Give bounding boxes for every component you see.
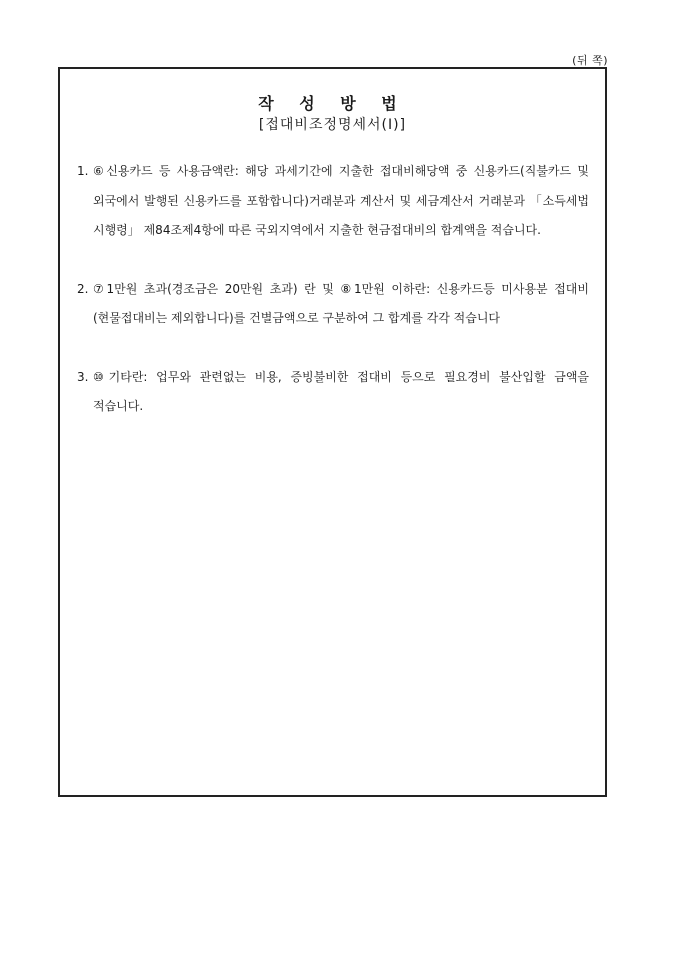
page-title: 작 성 방 법	[258, 94, 407, 113]
instruction-item-1	[77, 157, 589, 246]
instruction-text: ⑥신용카드 등 사용금액란: 해당 과세기간에 지출한 접대비해당액 중 신용카드(직불카드 및 외국에서 발행된 신용카드를 포함합니다)거래분과 계산서 및 세금계산서 거래분과 「소득세법 시행령」 제84조제4항에 따른 국외지역에서 지출한 현금접대비의 합계액을 적습니다.	[93, 164, 589, 237]
instruction-number: 1.	[77, 164, 89, 178]
instruction-item-2	[77, 275, 589, 334]
instructions-box	[58, 67, 607, 797]
instruction-number: 3.	[77, 369, 89, 384]
instruction-list	[77, 157, 589, 451]
page-side-label: (뒤 쪽)	[572, 54, 608, 67]
instruction-item-3	[77, 363, 589, 422]
form-subtitle: [접대비조정명세서(Ⅰ)]	[258, 117, 407, 133]
instruction-text: ⑦1만원 초과(경조금은 20만원 초과) 란 및 ⑧1만원 이하란: 신용카드등 미사용분 접대비(현물접대비는 제외합니다)를 건별금액으로 구분하여 그 합계를 각각 적습니다	[93, 281, 589, 325]
instruction-text: ⑩기타란: 업무와 관련없는 비용, 증빙불비한 접대비 등으로 필요경비 불산입할 금액을 적습니다.	[93, 369, 589, 413]
instruction-number: 2.	[77, 281, 89, 296]
